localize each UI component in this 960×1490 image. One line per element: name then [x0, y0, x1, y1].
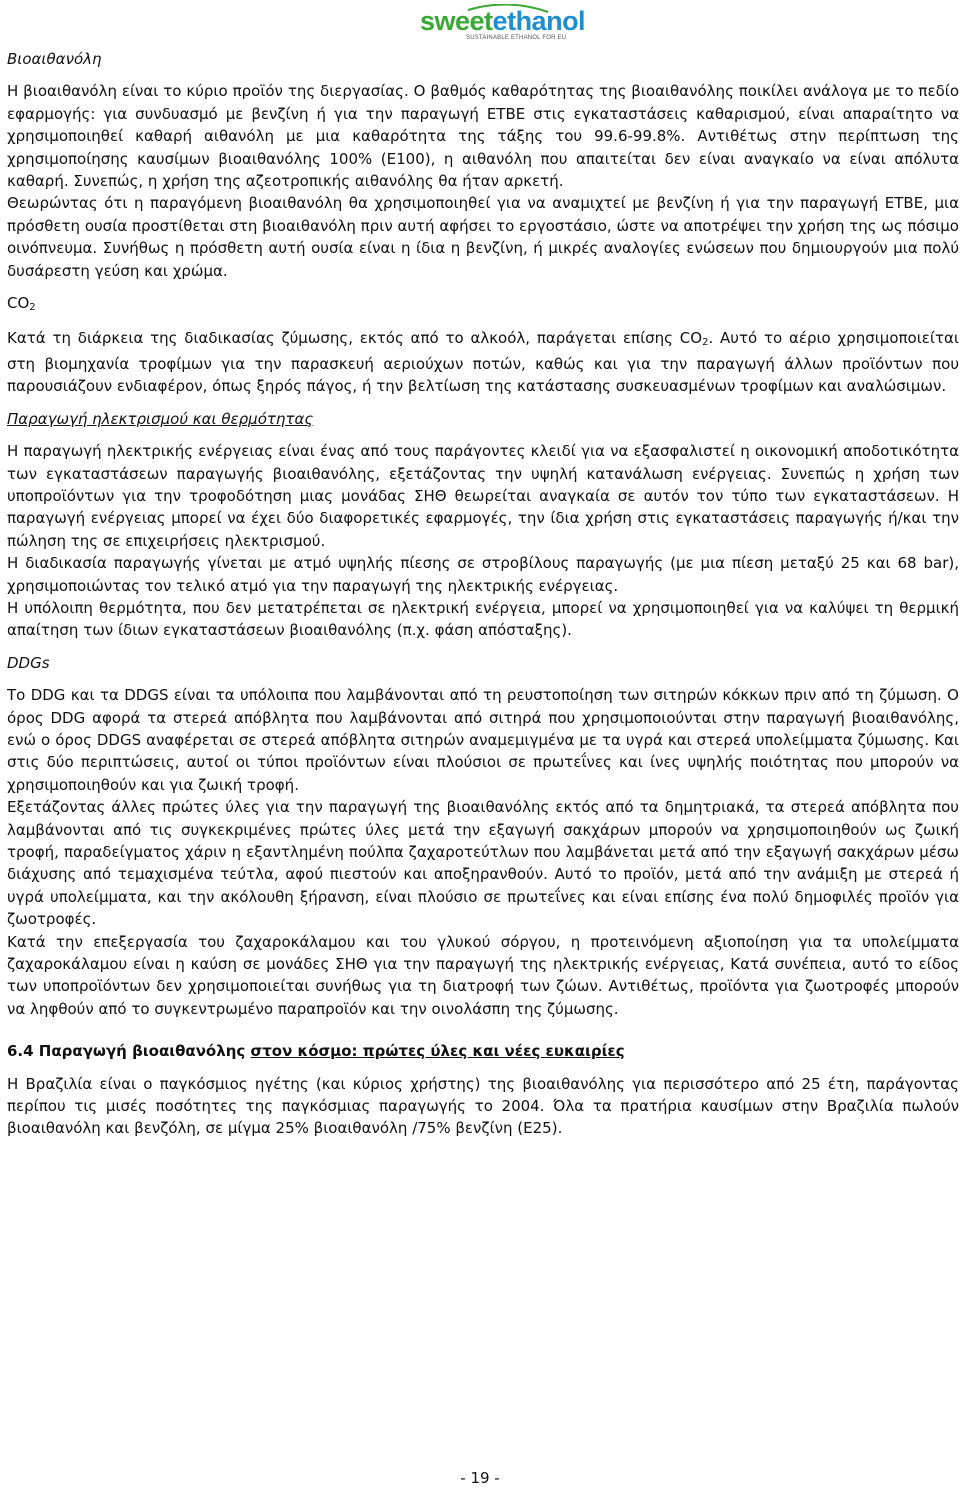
co2-paragraph: Κατά τη διάρκεια της διαδικασίας ζύμωσης, εκτός από το αλκοόλ, παράγεται επίσης $CO_2$. Αυτό το αέριο χρησιμοποιείται στη βιομηχανία τροφίμων για την παρασκευή αεριούχων ποτών, καθώς και για την παραγωγή άλλων προϊόντων που παρουσιάζουν ενδιαφέρον, όπως ξηρός πάγος, ή την βελτίωση της κατάστασης συσκευασμένων τροφίμων και αναλώσιμων.	[7, 329, 959, 396]
document-body	[7, 48, 959, 1140]
bioethanol-heading: Βιοαιθανόλη	[7, 50, 102, 68]
sweethanol-logo	[408, 4, 586, 44]
logo-tagline: SUSTAINABLE ETHANOL FOR EU	[466, 35, 567, 41]
power-paragraph-1: Η παραγωγή ηλεκτρικής ενέργειας είναι ένας από τους παράγοντες κλειδί για να εξασφαλιστεί η οικονομική αποδοτικότητα των εγκαταστάσεων παραγωγής βιοαιθανόλης, εξετάζοντας την υψηλή κατανάλωση ενέργειας. Συνεπώς η χρήση των υποπροϊόντων για την τροφοδότηση μιας μονάδας ΣΗΘ θεωρείται αναγκαία σε αυτόν τον τύπο των εγκαταστάσεων. Η παραγωγή ενέργειας μπορεί να έχει δύο διαφορετικές εφαρμογές, την ίδια χρήση στις εγκαταστάσεις παραγωγής ή/και την πώληση της σε επιχειρήσεις ηλεκτρισμού.	[7, 442, 959, 550]
bioethanol-paragraph-1: Η βιοαιθανόλη είναι το κύριο προϊόν της διεργασίας. Ο βαθμός καθαρότητας της βιοαιθανόλης ποικίλει ανάλογα με το πεδίο εφαρμογής: για συνδυασμό με βενζίνη ή για την παραγωγή ETBE στις εγκαταστάσεις καθαρισμού, είναι απαραίτητο να χρησιμοποιηθεί καθαρή αιθανόλη με μια καθαρότητα της τάξης του 99.6-99.8%. Αντιθέτως στην περίπτωση της χρησιμοποίησης καυσίμων βιοαιθανόλης 100% (E100), η αιθανόλη που απαιτείται δεν είναι αναγκαίο να είναι απόλυτα καθαρή. Συνεπώς, η χρήση της αζεοτροπικής αιθανόλης θα ήταν αρκετή.	[7, 82, 959, 191]
logo-wordmark: sweetethanol	[420, 6, 586, 36]
co2-heading: $CO_2$	[7, 294, 36, 314]
power-heading: Παραγωγή ηλεκτρισμού και θερμότητας	[7, 409, 314, 428]
ddgs-paragraph-3: Κατά την επεξεργασία του ζαχαροκάλαμου και του γλυκού σόργου, η προτεινόμενη αξιοποίηση για τα υπολείμματα ζαχαροκάλαμου είναι η καύση σε μονάδες ΣΗΘ για την παραγωγή της ηλεκτρικής ενέργειας, Κατά συνέπεια, αυτό το είδος των υποπροϊόντων δεν χρησιμοποιείται συνήθως για τη διατροφή των ζώων. Αντιθέτως, προϊόντα για ζωοτροφές μπορούν να ληφθούν από το συγκεντρωμένο παραπροϊόν και την οινολάσπη της ζύμωσης.	[7, 932, 959, 1018]
power-paragraph-2: Η διαδικασία παραγωγής γίνεται με ατμό υψηλής πίεσης σε στροβίλους παραγωγής (με μια πίεση μεταξύ 25 και 68 bar), χρησιμοποιώντας τον τελικό ατμό για την παραγωγή της ηλεκτρικής ενέργειας.	[7, 554, 959, 595]
ddgs-paragraph-2: Εξετάζοντας άλλες πρώτες ύλες για την παραγωγή της βιοαιθανόλης εκτός από τα δημητριακά, τα στερεά απόβλητα που λαμβάνονται από τις συγκεκριμένες πρώτες ύλες μετά την εξαγωγή σακχάρων μπορούν να χρησιμοποιηθούν ως ζωική τροφή, παραδείγματος χάριν η εξαντλημένη πούλπα ζαχαροτεύτλων που λαμβάνεται μετά από την εξαγωγή σακχάρων μέσω διάχυσης από τεμαχισμένα τεύτλα, αφού πιεστούν και αποξηρανθούν. Αυτό το προϊόν, μετά από την ανάμιξη με στερεά ή υγρά υπολείμματα, και την ακόλουθη ξήρανση, είναι πλούσιο σε πρωτεΐνες και είναι επίσης ένα πολύ δημοφιλές προϊόν για ζωοτροφές.	[7, 798, 959, 929]
world-paragraph-1: Η Βραζιλία είναι ο παγκόσμιος ηγέτης (και κύριος χρήστης) της βιοαιθανόλης για περισσότερο από 25 έτη, παράγοντας περίπου τις μισές ποσότητες της παγκόσμιας παραγωγής το 2004. Όλα τα πρατήρια καυσίμων στην Βραζιλία πωλούν βιοαιθανόλη και βενζόλη, σε μίγμα 25% βιοαιθανόλη /75% βενζίνη (E25).	[7, 1074, 959, 1138]
bioethanol-paragraph-2: Θεωρώντας ότι η παραγόμενη βιοαιθανόλη θα χρησιμοποιηθεί για να αναμιχτεί με βενζίνη ή για την παραγωγή ETBE, μια πρόσθετη ουσία προστίθεται στη βιοαιθανόλη πριν αυτή αφήσει το εργοστάσιο, ώστε να αποτρέψει την χρήση της ως πόσιμο οινόπνευμα. Συνήθως η πρόσθετη αυτή ουσία είναι η ίδια η βενζίνη, ή μικρές αναλογίες ενώσεων που δημιουργούν μια πολύ δυσάρεστη γεύση και χρώμα.	[7, 194, 959, 280]
page-number: - 19 -	[460, 1469, 500, 1487]
ddgs-paragraph-1: Το DDG και τα DDGS είναι τα υπόλοιπα που λαμβάνονται από τη ρευστοποίηση των σιτηρών κόκκων πριν από τη ζύμωση. Ο όρος DDG αφορά τα στερεά απόβλητα που λαμβάνονται από σιτηρά που χρησιμοποιούνται στην παραγωγή βιοαιθανόλης, ενώ ο όρος DDGS αναφέρεται σε στερεά απόβλητα σιτηρών αναμεμιγμένα με τα υγρά και στερεά υπολείμματα ζύμωσης. Και στις δύο περιπτώσεις, αυτοί οι τύποι προϊόντων είναι πλούσιοι σε πρωτεΐνες και ίνες υψηλής ποιότητας που μπορούν να χρησιμοποιηθούν και για ζωική τροφή.	[7, 686, 959, 794]
power-paragraph-3: Η υπόλοιπη θερμότητα, που δεν μετατρέπεται σε ηλεκτρική ενέργεια, μπορεί να χρησιμοποιηθεί για να καλύψει τη θερμική απαίτηση των ίδιων εγκαταστάσεων βιοαιθανόλης (π.χ. φάση απόσταξης).	[7, 598, 959, 640]
ddgs-heading: DDGs	[7, 653, 50, 672]
section-6-4-title: 6.4 Παραγωγή βιοαιθανόλης στον κόσμο: πρώτες ύλες και νέες ευκαιρίες	[7, 1042, 625, 1061]
